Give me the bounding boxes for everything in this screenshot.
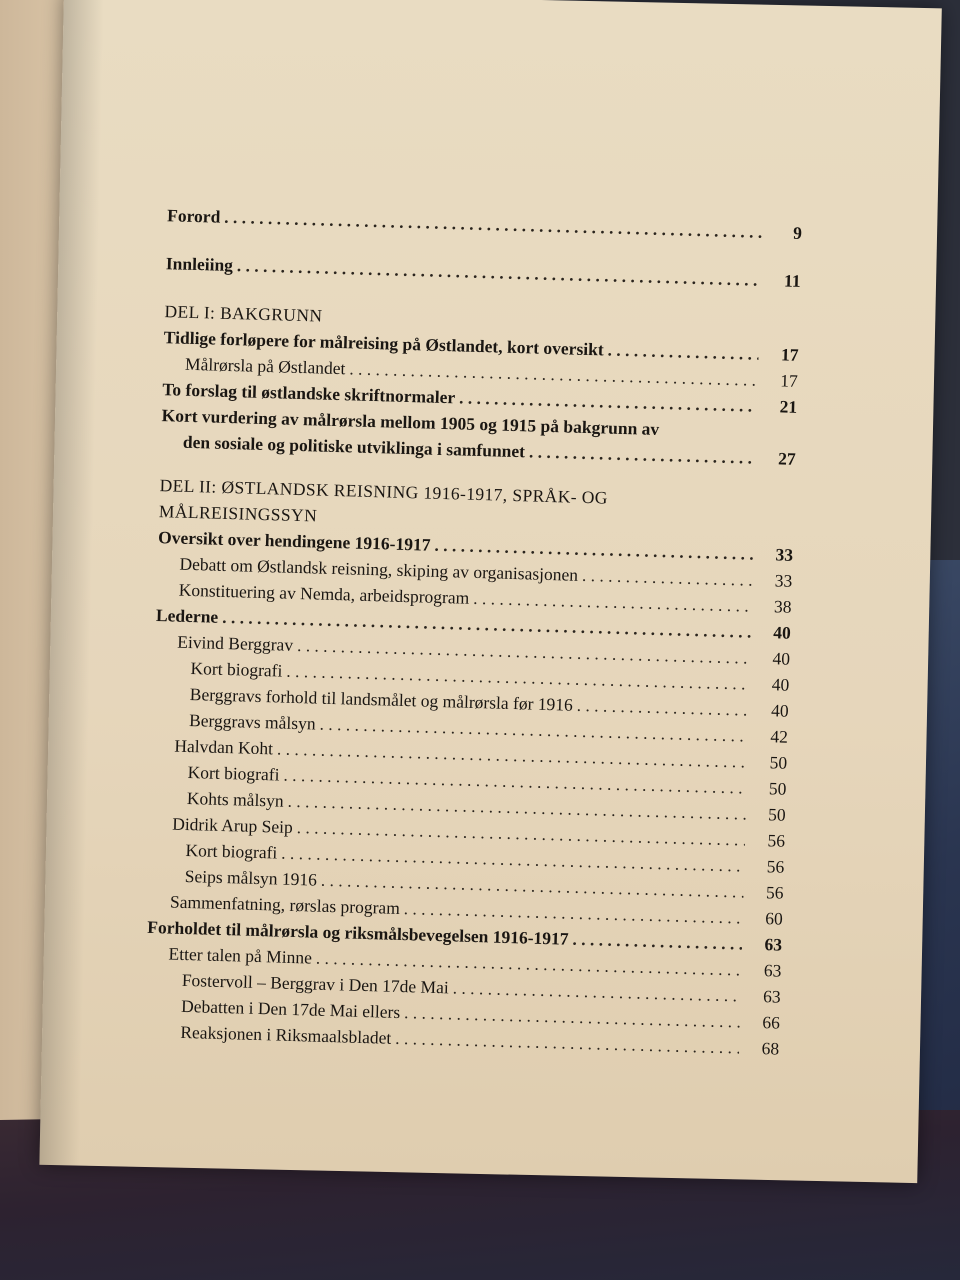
toc-entry-page: 27 (777, 448, 796, 469)
section-heading: DEL II: ØSTLANDSK REISNING 1916-1917, SPRÅK- OG (159, 475, 609, 508)
toc-entry-title: Kort biografi (187, 762, 280, 785)
toc-entry-page: 50 (768, 778, 787, 799)
toc-entry-title: Innleiing (165, 253, 234, 276)
toc-entry-page: 17 (780, 344, 799, 365)
toc-entry-page: 40 (771, 674, 790, 695)
section-heading-cont: MÅLREISINGSSYN (158, 501, 318, 526)
toc-entry-title: Halvdan Koht (174, 735, 274, 759)
toc-entry-page: 63 (764, 934, 783, 955)
toc-entry-title: Fostervoll – Berggrav i Den 17de Mai (181, 969, 450, 998)
toc-entry-page: 17 (780, 370, 799, 391)
toc-entry-title: To forslag til østlandske skriftnormaler (162, 379, 456, 408)
toc-entry-page: 33 (774, 570, 793, 591)
toc-entry-title: Forholdet til målrørsla og riksmålsbevegelsen 1916-1917 (147, 916, 569, 949)
toc-entry-page: 40 (770, 700, 789, 721)
toc-entry-page: 63 (762, 986, 781, 1007)
toc-entry-title: Lederne (155, 605, 219, 627)
toc-entry-page: 33 (775, 544, 794, 565)
toc-entry-page: 66 (762, 1012, 781, 1033)
toc-entry-title: Berggravs forhold til landsmålet og målrørsla før 1916 (189, 684, 574, 715)
toc-entry-page: 50 (767, 804, 786, 825)
toc-entry-page: 21 (779, 396, 798, 417)
toc-entry-page: 50 (769, 752, 788, 773)
toc-entry-title: Kohts målsyn (186, 787, 284, 811)
toc-entry-title: Reaksjonen i Riksmaalsbladet (180, 1021, 392, 1048)
toc-entry-page: 63 (763, 960, 782, 981)
toc-entry-title: Kort biografi (185, 839, 278, 863)
toc-entry-title: Debatten i Den 17de Mai ellers (180, 995, 401, 1023)
toc-entry-title: Eivind Berggrav (177, 631, 294, 655)
toc-entry-page: 40 (772, 648, 791, 669)
toc-entry-page: 38 (773, 596, 792, 617)
toc-entry-title: Kort biografi (190, 658, 283, 681)
toc-entry-page: 9 (792, 222, 803, 243)
toc-entry-title: Berggravs målsyn (188, 710, 316, 734)
table-of-contents (144, 202, 802, 1061)
toc-entry-page: 60 (765, 908, 784, 929)
toc-entry-page: 68 (761, 1038, 780, 1059)
toc-entry-page: 40 (773, 622, 792, 643)
toc-entry-page: 42 (770, 726, 789, 747)
toc-entry-title: den sosiale og politiske utviklinga i samfunnet (182, 431, 526, 462)
toc-entry-page: 56 (767, 830, 786, 851)
toc-entry-title: Tidlige forløpere for målreising på Østlandet, kort oversikt (163, 327, 604, 360)
toc-entry-title: Debatt om Østlandsk reisning, skiping av organisasjonen (179, 553, 579, 585)
toc-entry-title: Didrik Arup Seip (171, 813, 294, 837)
toc-entry-title: Oversikt over hendingene 1916-1917 (157, 527, 431, 555)
section-heading: DEL I: BAKGRUNN (164, 301, 323, 326)
toc-entry-title: Konstituering av Nemda, arbeidsprogram (178, 579, 470, 608)
toc-entry-title: Forord (166, 205, 221, 227)
toc-entry-title: Målrørsla på Østlandet (184, 353, 346, 379)
toc-entry-title-line: Kort vurdering av målrørsla mellom 1905 og 1915 på bakgrunn av (161, 405, 660, 440)
toc-entry-page: 11 (783, 270, 801, 291)
toc-entry-page: 56 (765, 882, 784, 903)
book-page (39, 0, 941, 1183)
toc-entry-title: Seips målsyn 1916 (184, 865, 318, 890)
toc-entry-page: 56 (766, 856, 785, 877)
toc-entry-title: Sammenfatning, rørslas program (169, 891, 401, 918)
toc-entry-title: Etter talen på Minne (168, 943, 313, 968)
